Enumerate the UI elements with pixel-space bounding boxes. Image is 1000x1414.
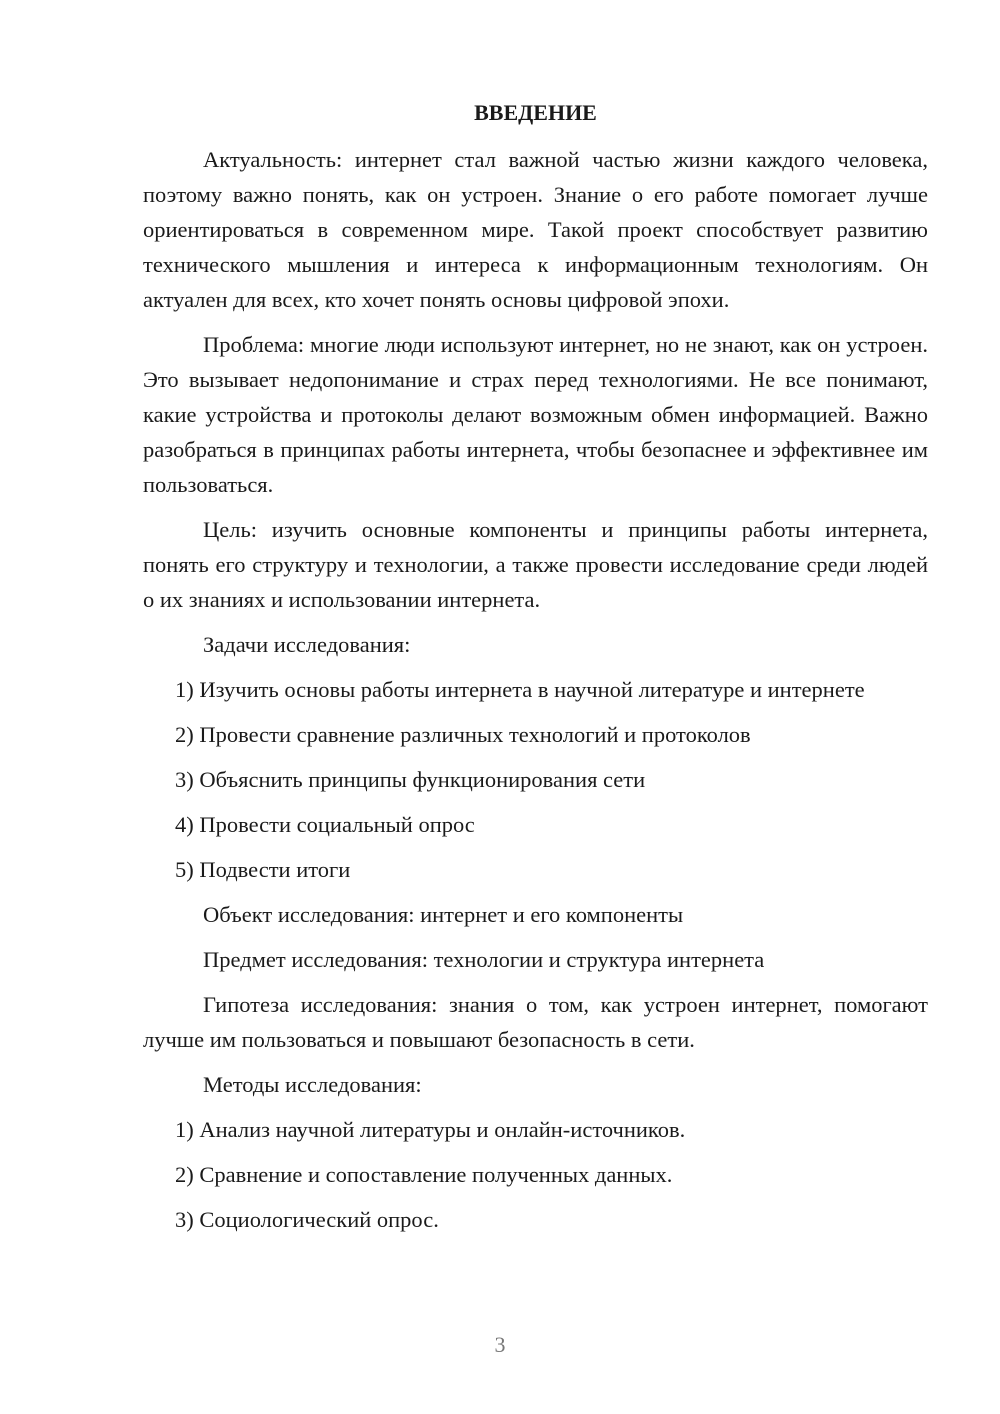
method-item: 3) Социологический опрос. [175,1207,439,1232]
page-number: 3 [494,1332,506,1357]
methods-heading: Методы исследования: [203,1072,422,1097]
hypothesis-paragraph: Гипотеза исследования: знания о том, как устроен интернет, помогают лучше им пользоваться и повышают безопасность в сети. [143,992,928,1052]
subject-line: Предмет исследования: технологии и структура интернета [203,947,765,972]
page-title: ВВЕДЕНИЕ [474,100,597,125]
task-item: 5) Подвести итоги [175,857,351,882]
task-item: 3) Объяснить принципы функционирования сети [175,767,646,792]
task-item: 4) Провести социальный опрос [175,812,475,837]
task-item: 2) Провести сравнение различных технологий и протоколов [175,722,751,747]
method-item: 1) Анализ научной литературы и онлайн-источников. [175,1117,686,1142]
problem-paragraph: Проблема: многие люди используют интернет, но не знают, как он устроен. Это вызывает недопонимание и страх перед технологиями. Не все понимают, какие устройства и протоколы делают возможным обмен информацией. Важно разобраться в принципах работы интернета, чтобы безопаснее и эффективнее им пользоваться. [143,332,928,497]
page-content [143,95,928,1247]
method-item: 2) Сравнение и сопоставление полученных данных. [175,1162,673,1187]
relevance-paragraph: Актуальность: интернет стал важной частью жизни каждого человека, поэтому важно понять, как он устроен. Знание о его работе помогает лучше ориентироваться в современном мире. Такой проект способствует развитию технического мышления и интереса к информационным технологиям. Он актуален для всех, кто хочет понять основы цифровой эпохи. [143,147,928,312]
object-line: Объект исследования: интернет и его компоненты [203,902,684,927]
task-item: 1) Изучить основы работы интернета в научной литературе и интернете [175,677,865,702]
goal-paragraph: Цель: изучить основные компоненты и принципы работы интернета, понять его структуру и технологии, а также провести исследование среди людей о их знаниях и использовании интернета. [143,517,928,612]
tasks-heading: Задачи исследования: [203,632,411,657]
